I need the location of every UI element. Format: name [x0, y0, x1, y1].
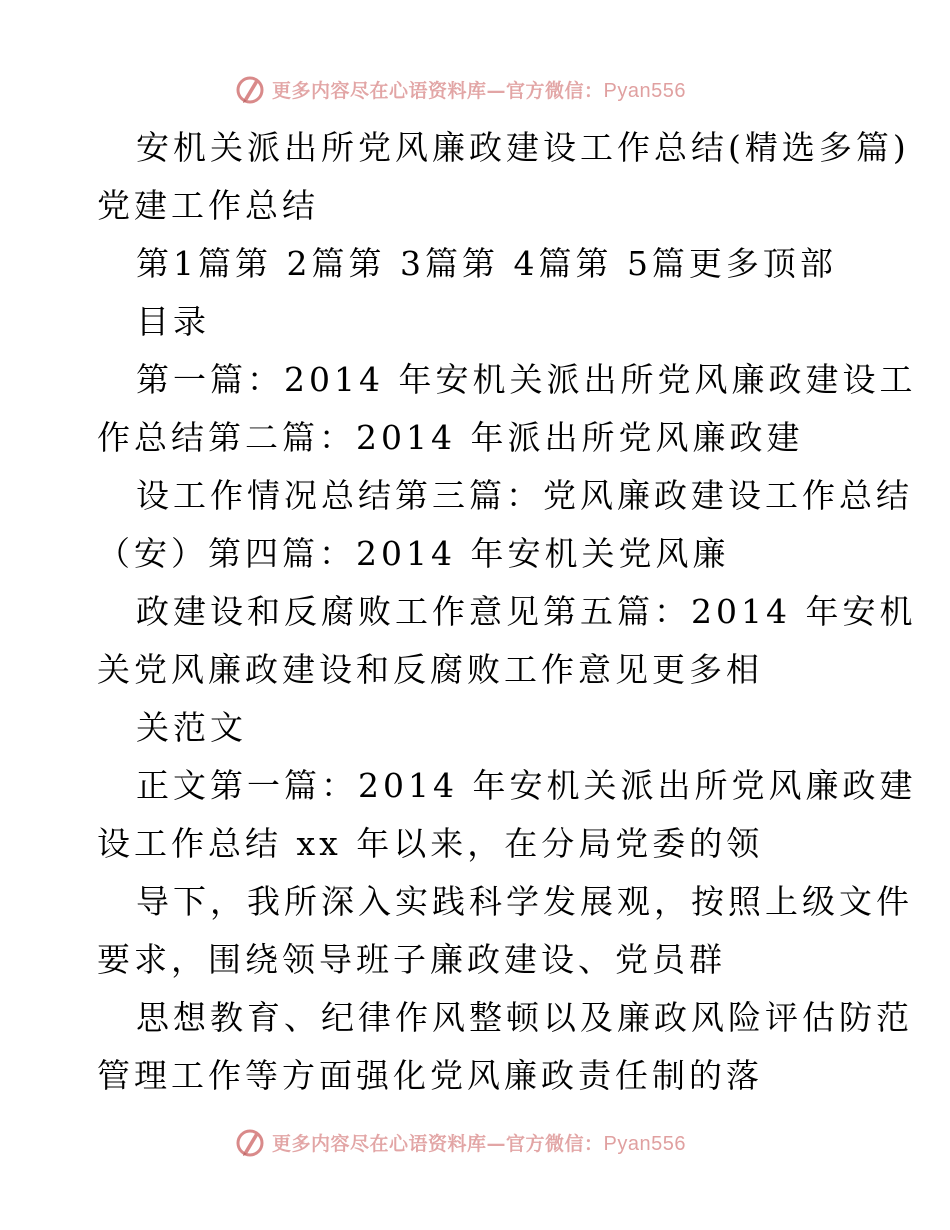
doc-line: 关党风廉政建设和反腐败工作意见更多相: [97, 650, 763, 689]
doc-line: 导下，我所深入实践科学发展观，按照上级文件: [136, 882, 913, 921]
pen-logo-icon: [234, 1126, 266, 1158]
watermark-footer: [234, 1125, 714, 1159]
doc-line: 设工作情况总结第三篇：党风廉政建设工作总结: [136, 476, 913, 515]
doc-line: 思想教育、纪律作风整顿以及廉政风险评估防范: [136, 998, 913, 1037]
doc-line: 安机关派出所党风廉政建设工作总结(精选多篇): [136, 128, 910, 167]
doc-line: 政建设和反腐败工作意见第五篇：2014 年安机: [136, 592, 917, 631]
doc-line: 要求，围绕领导班子廉政建设、党员群: [97, 940, 726, 979]
doc-line: 目录: [136, 302, 210, 341]
watermark-text: 更多内容尽在心语资料库—官方微信：Pyan556: [272, 79, 686, 102]
doc-line: 管理工作等方面强化党风廉政责任制的落: [97, 1056, 763, 1095]
doc-line: 第一篇：2014 年安机关派出所党风廉政建设工: [136, 360, 917, 399]
doc-line: 关范文: [136, 708, 247, 747]
doc-line: 第1篇第 2篇第 3篇第 4篇第 5篇更多顶部: [136, 244, 837, 283]
doc-line: 设工作总结 xx 年以来，在分局党委的领: [97, 824, 764, 863]
doc-line: 党建工作总结: [97, 186, 319, 225]
doc-line: （安）第四篇：2014 年安机关党风廉: [97, 534, 730, 573]
doc-line: 作总结第二篇：2014 年派出所党风廉政建: [97, 418, 804, 457]
watermark-text: 更多内容尽在心语资料库—官方微信：Pyan556: [272, 1132, 686, 1155]
doc-line: 正文第一篇：2014 年安机关派出所党风廉政建: [136, 766, 917, 805]
